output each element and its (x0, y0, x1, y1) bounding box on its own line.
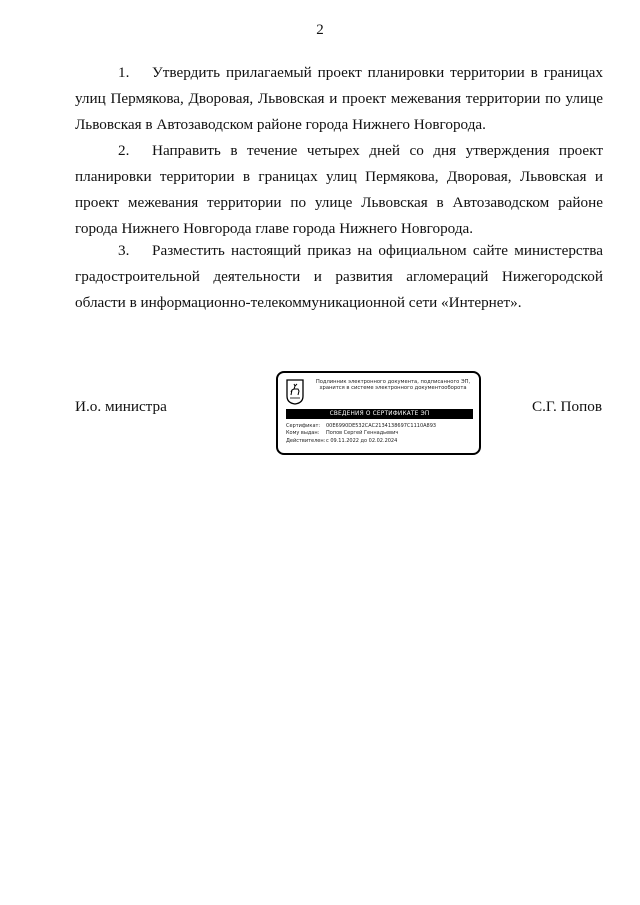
valid-row: Действителен:с 09.11.2022 до 02.02.2024 (286, 437, 398, 444)
list-item (75, 238, 603, 316)
stamp-header: Подлинник электронного документа, подписанного ЭП, хранится в системе электронного документооборота (315, 379, 471, 392)
certificate-row: Сертификат: 00E6990DE532CAC2134138697C1110A893 (286, 423, 437, 429)
issued-to-row: Кому выдан: Попов Сергей Геннадьевич (286, 430, 399, 437)
signer-position: И.о. министра (75, 398, 167, 415)
signer-name: С.Г. Попов (531, 398, 602, 415)
list-item (75, 60, 603, 138)
item-text: Разместить настоящий приказ на официальном сайте министерства градостроительной деятельности и развития агломераций Нижегородской области в информационно-телекоммуникационной сети «Интернет». (75, 242, 603, 311)
stamp-details (286, 423, 436, 445)
item-number: 1. (118, 64, 130, 81)
list-item (75, 138, 603, 242)
item-number: 2. (118, 142, 130, 159)
electronic-signature-stamp (276, 371, 481, 455)
stamp-banner: СВЕДЕНИЯ О СЕРТИФИКАТЕ ЭП (286, 409, 473, 419)
page-number: 2 (316, 22, 324, 38)
item-number: 3. (118, 242, 130, 259)
item-text: Утвердить прилагаемый проект планировки территории в границах улиц Пермякова, Дворовая, Львовская и проект межевания территории по улице Львовская в Автозаводском районе города Нижнего Новгорода. (75, 64, 603, 133)
item-text: Направить в течение четырех дней со дня утверждения проект планировки территории в границах улиц Пермякова, Дворовая, Львовская и проект межевания территории по улице Львовская в Автозаводском районе города Нижнего Новгорода главе города Нижнего Новгорода. (75, 142, 603, 237)
nizhny-novgorod-deer-emblem-icon (286, 379, 304, 405)
